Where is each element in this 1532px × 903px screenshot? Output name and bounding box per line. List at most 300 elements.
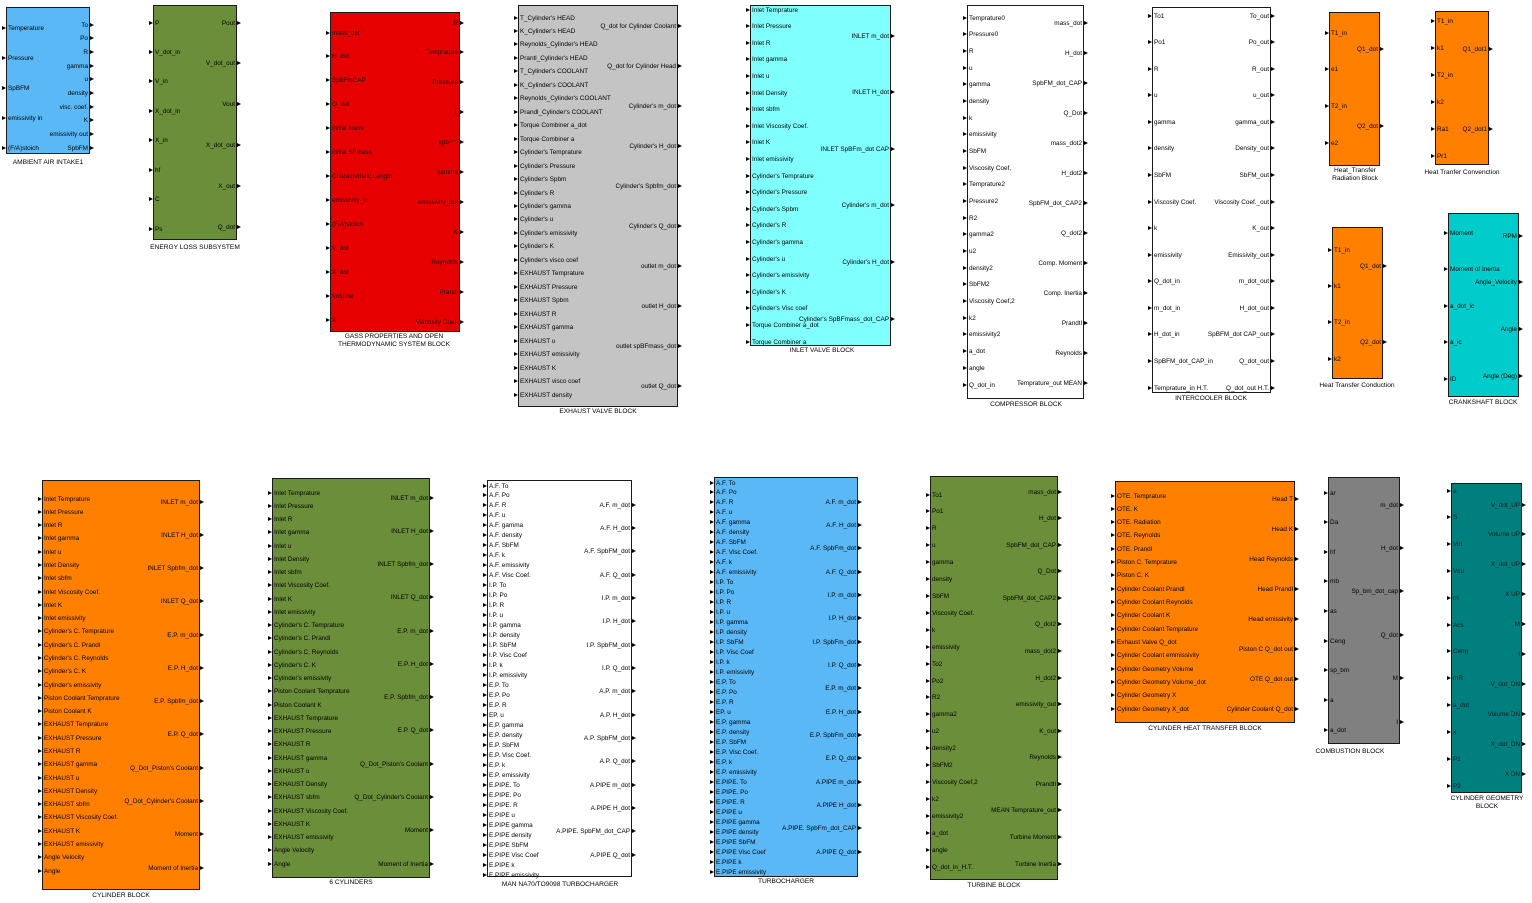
input-port[interactable]: Cylinder's C. K [44, 668, 87, 676]
input-port[interactable]: Cylinder's C. Reynolds [44, 654, 109, 662]
input-port[interactable]: Cylinder's Temprature [520, 149, 582, 157]
output-port[interactable]: Q_Dot_Piston's Coolant [129, 764, 198, 772]
output-port[interactable]: Cylinder's m_dot [841, 202, 889, 210]
output-port[interactable]: Head emissivity [1248, 615, 1293, 623]
input-port[interactable]: Inlet Pressure [274, 502, 314, 510]
output-port[interactable]: Prandtl [1035, 780, 1056, 788]
input-port[interactable]: Ceng [1453, 648, 1469, 656]
output-port[interactable]: H_dot [1064, 49, 1082, 57]
output-port[interactable]: m_dot [1380, 501, 1398, 509]
output-port[interactable]: Cylinder's Spbfm_dot [615, 182, 676, 190]
input-port[interactable]: Acs [1453, 621, 1464, 629]
input-port[interactable]: Cylinder's Temprature [752, 172, 814, 180]
input-port[interactable]: Inlet Viscosity Coef. [44, 588, 101, 596]
input-port[interactable]: E.PIPE emissivity [489, 871, 540, 879]
input-port[interactable]: I.P. R [716, 599, 732, 607]
output-port[interactable]: Cylinder's H_dot [629, 142, 676, 150]
output-port[interactable]: E.P. H_dot [825, 708, 856, 716]
input-port[interactable]: u [1154, 92, 1158, 100]
input-port[interactable]: K_Cylinder's COOLANT [520, 81, 589, 89]
input-port[interactable]: Cylinder's C. K [274, 661, 317, 669]
output-port[interactable]: X_dot_UP [1490, 561, 1520, 569]
output-port[interactable]: K [83, 117, 88, 125]
input-port[interactable]: Cylinder's emissivity [44, 681, 102, 689]
input-port[interactable]: as [1330, 608, 1337, 615]
output-port[interactable]: mass_dot [1028, 488, 1056, 496]
input-port[interactable]: EXHAUST sbfm [274, 794, 320, 802]
input-port[interactable]: Cylinder Coolant Reynolds [1117, 599, 1193, 606]
input-port[interactable]: R2 [969, 214, 978, 222]
cylinder-block[interactable] [42, 480, 200, 890]
output-port[interactable]: Q_Dot_Cylinder's Coolant [354, 793, 428, 801]
input-port[interactable]: A.F. k [716, 559, 732, 567]
output-port[interactable]: Volume DN [1487, 710, 1520, 718]
output-port[interactable]: Viscosity Coef. [415, 318, 458, 326]
input-port[interactable]: Moment [1450, 229, 1474, 237]
output-port[interactable]: I.P. Q_dot [602, 664, 630, 672]
output-port[interactable]: A.PIPE H_dot [816, 801, 856, 809]
input-port[interactable]: E.P. density [716, 728, 750, 736]
input-port[interactable]: u2 [969, 248, 977, 256]
output-port[interactable]: Moment of Inertia [378, 860, 428, 868]
input-port[interactable]: EXHAUST u [274, 767, 310, 775]
output-port[interactable]: INLET m_dot [390, 494, 428, 502]
output-port[interactable]: A.PIPE m_dot [815, 778, 856, 786]
output-port[interactable]: Reynolds [1029, 754, 1056, 762]
input-port[interactable]: EXHAUST Viscosity Coef. [274, 807, 348, 815]
output-port[interactable]: Q_dot_out [1239, 357, 1269, 365]
input-port[interactable]: Inlet R [44, 522, 63, 530]
input-port[interactable]: A.F. u [489, 512, 506, 520]
output-port[interactable]: H_dot_out [1239, 304, 1269, 312]
output-port[interactable]: Prandtl [1061, 319, 1082, 327]
input-port[interactable]: Pressure [8, 54, 34, 62]
input-port[interactable]: density [932, 576, 953, 584]
input-port[interactable]: X_dot_in [155, 107, 181, 115]
output-port[interactable]: A.PIPE. SpbFM_dot_CAP [556, 828, 630, 836]
input-port[interactable]: OTE. Reynolds [1117, 532, 1161, 540]
input-port[interactable]: E.P. R [489, 701, 507, 709]
input-port[interactable]: EXHAUST density [520, 391, 573, 399]
output-port[interactable]: INLET H_dot [852, 89, 889, 97]
output-port[interactable]: Po [80, 35, 88, 43]
input-port[interactable]: EXHAUST R [274, 741, 311, 749]
turbocharger[interactable] [714, 477, 858, 877]
input-port[interactable]: T1_in [1334, 246, 1350, 254]
input-port[interactable]: K_Cylinder's HEAD [520, 27, 576, 35]
input-port[interactable]: Ceng [1330, 637, 1346, 645]
input-port[interactable]: Cylinder Geometry Volume_dot [1117, 678, 1206, 686]
output-port[interactable]: I [1396, 718, 1398, 726]
output-port[interactable]: A.PIPE m_dot [589, 781, 630, 789]
output-port[interactable]: Q_dot2 [1061, 229, 1082, 237]
input-port[interactable]: gamma [932, 559, 954, 567]
input-port[interactable]: T_Cylinder's COOLANT [520, 68, 588, 76]
compressor-block[interactable] [967, 5, 1084, 399]
input-port[interactable]: EXHAUST gamma [44, 761, 98, 769]
input-port[interactable]: I.P. Po [489, 592, 508, 600]
input-port[interactable]: E.PIPE u [716, 808, 742, 816]
input-port[interactable]: Viscosity Coef, [969, 164, 1012, 172]
input-port[interactable]: I.P. u [489, 612, 504, 620]
input-port[interactable]: I.P. k [489, 662, 503, 670]
input-port[interactable]: Volume [332, 292, 354, 300]
input-port[interactable]: Cylinder Coolant emmissivity [1117, 652, 1200, 660]
output-port[interactable]: INLET H_dot [391, 527, 428, 535]
output-port[interactable]: V_dot_UP [1490, 501, 1520, 509]
output-port[interactable]: Head T [1272, 495, 1293, 503]
input-port[interactable]: E.PIPE. Po [489, 791, 521, 799]
input-port[interactable]: I.P. k [716, 659, 730, 667]
input-port[interactable]: gamma2 [932, 711, 957, 719]
input-port[interactable]: E.PIPE. Po [716, 788, 748, 796]
output-port[interactable]: I.P. m_dot [827, 591, 856, 599]
output-port[interactable]: K_out [1252, 225, 1269, 233]
input-port[interactable]: A.F. gamma [716, 519, 751, 527]
ambient-air-intake[interactable] [6, 7, 90, 154]
input-port[interactable]: E.P. k [489, 761, 506, 769]
output-port[interactable]: Q_Dot [1063, 109, 1082, 117]
output-port[interactable]: Angle_Velocity [1475, 279, 1517, 287]
input-port[interactable]: EXHAUST R [520, 310, 557, 318]
input-port[interactable]: Po1 [932, 508, 944, 516]
output-port[interactable]: Q_Dot_Cylinder's Coolant [124, 797, 198, 805]
input-port[interactable]: Piston C. K [1117, 572, 1149, 580]
output-port[interactable]: Cylinder's H_dot [842, 258, 889, 266]
input-port[interactable]: Cylinder's emissivity [274, 675, 332, 682]
input-port[interactable]: Cylinder Geometry X_dot [1117, 705, 1189, 713]
input-port[interactable]: R [1154, 65, 1159, 73]
input-port[interactable]: E.PIPE emissivity [716, 868, 767, 876]
input-port[interactable]: EXHAUST u [44, 774, 80, 782]
input-port[interactable]: density [1154, 145, 1175, 153]
input-port[interactable]: A.F. emissivity [489, 562, 530, 570]
input-port[interactable]: I.P. Visc Coef [716, 649, 754, 657]
output-port[interactable]: E.P. m_dot [825, 685, 856, 693]
input-port[interactable]: Cylinder Coolant Temprature [1117, 625, 1199, 633]
output-port[interactable]: Viscosity Coef._out [1214, 198, 1269, 206]
input-port[interactable]: Inlet Pressure [752, 23, 792, 31]
input-port[interactable]: E.PIPE u [489, 811, 515, 819]
input-port[interactable]: X_dot [332, 268, 349, 276]
input-port[interactable]: Inlet sbfm [752, 106, 780, 114]
input-port[interactable]: emissivity in [8, 114, 43, 122]
input-port[interactable]: P2 [1453, 782, 1461, 790]
output-port[interactable]: E.P. H_dot [167, 664, 198, 672]
output-port[interactable]: E.P. SpbFm_dot [809, 731, 856, 739]
output-port[interactable]: A.P. m_dot [599, 688, 630, 696]
output-port[interactable]: density [67, 89, 88, 97]
input-port[interactable]: P [155, 19, 160, 27]
input-port[interactable]: H_dot_in [1154, 331, 1180, 339]
input-port[interactable]: Da [1330, 519, 1339, 527]
output-port[interactable]: I.P. SpbFm_dot [812, 638, 856, 646]
input-port[interactable]: x [1453, 728, 1457, 736]
cylinder-heat-transfer-block[interactable] [1115, 481, 1295, 723]
input-port[interactable]: EXHAUST Spbm [520, 297, 569, 305]
output-port[interactable]: I.P. H_dot [602, 618, 630, 626]
input-port[interactable]: Reynolds_Cylinder's HEAD [520, 41, 598, 49]
input-port[interactable]: EXHAUST K [274, 820, 311, 828]
input-port[interactable]: A.F. R [489, 502, 507, 510]
input-port[interactable]: Viscosity Coef. [932, 609, 975, 617]
input-port[interactable]: mR [1453, 675, 1463, 683]
input-port[interactable]: OTE. Temprature [1117, 492, 1166, 500]
output-port[interactable]: Emissivity_out [1228, 251, 1269, 259]
input-port[interactable]: OTE. Radiation [1117, 519, 1161, 527]
output-port[interactable]: gamma [66, 62, 88, 70]
input-port[interactable]: A.F. Visc Coef. [489, 572, 531, 580]
output-port[interactable]: I.P. m_dot [601, 594, 630, 602]
input-port[interactable]: k2 [932, 795, 939, 803]
input-port[interactable]: E.P. Visc Coef. [489, 751, 532, 759]
input-port[interactable]: V_dot [332, 244, 349, 252]
output-port[interactable]: Density_out [1235, 145, 1269, 153]
output-port[interactable]: mass_dot2 [1050, 139, 1082, 147]
output-port[interactable]: Comp. Moment [1038, 259, 1082, 267]
input-port[interactable]: Angle Velocity [44, 854, 85, 862]
output-port[interactable]: I.P. Q_dot [828, 661, 856, 669]
output-port[interactable]: Q2_dot1 [1462, 125, 1487, 133]
input-port[interactable]: EXHAUST visco coef [520, 378, 581, 386]
output-port[interactable]: Angle (Deg) [1482, 372, 1517, 380]
output-port[interactable]: Po_out [1248, 39, 1269, 47]
output-port[interactable]: u [84, 76, 88, 84]
input-port[interactable]: mass_dot [332, 29, 360, 37]
input-port[interactable]: Inlet R [752, 39, 771, 47]
output-port[interactable]: Angle [1500, 325, 1517, 333]
output-port[interactable]: Q_dot_out H.T. [1226, 384, 1269, 392]
input-port[interactable]: Piston C. Temprature [1117, 559, 1177, 567]
output-port[interactable]: A.P. Q_dot [599, 758, 630, 766]
input-port[interactable]: A.F. SbFM [489, 542, 519, 550]
input-port[interactable]: OTE. Prandl [1117, 545, 1153, 553]
output-port[interactable]: Q2_dot [1357, 122, 1378, 130]
input-port[interactable]: Inlet sbfm [274, 569, 302, 576]
input-port[interactable]: Cylinder's K [752, 288, 786, 296]
input-port[interactable]: E.P. To [716, 678, 736, 686]
input-port[interactable]: Inlet Viscosity Coef. [752, 122, 809, 130]
output-port[interactable]: spbFm [438, 139, 458, 147]
input-port[interactable]: Ra1 [1437, 125, 1449, 133]
output-port[interactable]: Sp_bm_dot_cap [1351, 588, 1398, 596]
output-port[interactable]: Pressure [432, 79, 458, 87]
output-port[interactable]: SpbFM [67, 144, 88, 152]
output-port[interactable]: A.PIPE Q_dot [590, 851, 630, 859]
gass-properties-block[interactable] [330, 12, 460, 332]
output-port[interactable]: Temprature_out MEAN [1017, 379, 1082, 387]
input-port[interactable]: A.F. Visc Coef. [716, 549, 758, 557]
output-port[interactable]: Cylinder's Q_dot [628, 222, 676, 230]
output-port[interactable]: A.F. Q_dot [825, 568, 856, 576]
input-port[interactable]: EXHAUST emissivity [44, 840, 104, 848]
input-port[interactable]: I.P. R [489, 602, 505, 610]
input-port[interactable]: angle [932, 846, 948, 854]
input-port[interactable]: Torque Combiner a [520, 135, 575, 143]
input-port[interactable]: k1 [1334, 282, 1341, 290]
input-port[interactable]: I.P. To [716, 579, 734, 587]
output-port[interactable]: Moment of Inertia [148, 864, 198, 872]
input-port[interactable]: e1 [1331, 66, 1339, 74]
input-port[interactable]: R [932, 525, 937, 533]
output-port[interactable]: outlet Q_dot [641, 382, 676, 390]
input-port[interactable]: EXHAUST u [520, 337, 556, 345]
output-port[interactable]: H_dot2 [1061, 169, 1082, 177]
input-port[interactable]: k2 [1437, 98, 1444, 106]
input-port[interactable]: Q_dot [332, 101, 350, 109]
input-port[interactable]: Inlet gamma [44, 535, 80, 543]
input-port[interactable]: k1 [1437, 44, 1444, 52]
input-port[interactable]: Cylinder's Pressure [520, 162, 576, 170]
output-port[interactable]: Pout [221, 19, 235, 27]
output-port[interactable]: SbFM_out [1239, 171, 1269, 179]
input-port[interactable]: EXHAUST gamma [274, 754, 328, 762]
output-port[interactable]: Turbine Moment [1009, 833, 1056, 841]
input-port[interactable]: Inlet Density [274, 555, 310, 563]
input-port[interactable]: R [969, 47, 974, 55]
input-port[interactable]: Cylinder's visco coef [520, 256, 579, 264]
output-port[interactable]: INLET m_dot [160, 498, 198, 506]
input-port[interactable]: EXHAUST Temprature [274, 714, 339, 722]
input-port[interactable]: Temprature0 [969, 14, 1005, 22]
input-port[interactable]: Inlet K [752, 139, 771, 147]
output-port[interactable]: outlet m_dot [640, 262, 676, 270]
output-port[interactable]: To_out [1249, 12, 1269, 20]
output-port[interactable]: u_out [1253, 92, 1269, 100]
input-port[interactable]: Inlet u [752, 72, 770, 80]
output-port[interactable]: M [1514, 621, 1520, 629]
input-port[interactable]: E.P. Po [489, 691, 510, 699]
input-port[interactable]: a_dot [1453, 702, 1469, 710]
input-port[interactable]: E.PIPE Visc Coef [716, 848, 766, 856]
input-port[interactable]: m_dot_in [1154, 304, 1181, 312]
input-port[interactable]: Cylinder Geometry X [1117, 692, 1177, 700]
output-port[interactable]: Q_dot for Cylinder Coolant [600, 22, 676, 30]
input-port[interactable]: Angle [44, 867, 61, 875]
output-port[interactable]: V_dot_DN [1490, 680, 1520, 688]
input-port[interactable]: EXHAUST Pressure [44, 734, 102, 742]
input-port[interactable]: I.P. density [489, 632, 520, 640]
output-port[interactable]: R_out [1251, 65, 1269, 73]
output-port[interactable]: X UP [1505, 591, 1520, 599]
input-port[interactable]: A.F. emissivity [716, 569, 757, 577]
output-port[interactable]: H_dot [1380, 544, 1398, 552]
input-port[interactable]: Temprature_in H.T. [1154, 384, 1208, 392]
input-port[interactable]: Cylinder Geometry Volume [1117, 665, 1194, 673]
output-port[interactable]: A.F. m_dot [825, 498, 856, 506]
input-port[interactable]: density2 [969, 264, 993, 272]
turbine-block[interactable] [930, 476, 1058, 880]
input-port[interactable]: Cylinder's emissivity [752, 272, 810, 280]
input-port[interactable]: Inlet emissivity [44, 615, 86, 623]
input-port[interactable]: E.P. emissivity [716, 768, 757, 776]
output-port[interactable]: Moment [174, 831, 198, 839]
input-port[interactable]: E.P. k [716, 758, 733, 766]
input-port[interactable]: (F/A)stoich [8, 144, 39, 152]
input-port[interactable]: initial mass [332, 125, 364, 133]
input-port[interactable]: SbFM [932, 592, 950, 600]
inlet-valve-block[interactable] [750, 5, 891, 346]
input-port[interactable]: Q_dot_in_H.T. [932, 863, 973, 871]
output-port[interactable]: A.F. SpbFM_dot [584, 548, 630, 556]
output-port[interactable]: Q_dot [217, 223, 235, 231]
input-port[interactable]: Viscosity Coef,2 [932, 778, 978, 786]
input-port[interactable]: I.P. To [489, 582, 507, 590]
input-port[interactable]: I.P. u [716, 609, 731, 617]
input-port[interactable]: u [969, 64, 973, 72]
output-port[interactable]: SpBFM_dot CAP_out [1207, 331, 1269, 339]
output-port[interactable]: Reynolds [431, 258, 458, 266]
output-port[interactable]: u [454, 109, 458, 117]
input-port[interactable]: Cylinder's gamma [520, 203, 571, 210]
input-port[interactable]: SbFM2 [932, 762, 953, 770]
input-port[interactable]: a_dot [1330, 726, 1346, 734]
input-port[interactable]: a_ic [1450, 339, 1462, 346]
input-port[interactable]: emissivity [932, 643, 960, 651]
input-port[interactable]: E.P. Visc Coef. [716, 748, 759, 756]
input-port[interactable]: Piston Coolant K [44, 708, 92, 716]
input-port[interactable]: EXHAUST Viscosity Coef. [44, 814, 118, 822]
input-port[interactable]: Angle Velocity [274, 847, 315, 855]
input-port[interactable]: SbFM2 [969, 281, 990, 289]
output-port[interactable]: mass_dot2 [1024, 647, 1056, 655]
input-port[interactable]: Pr1 [1437, 152, 1447, 160]
input-port[interactable]: T2_in [1331, 102, 1347, 110]
input-port[interactable]: Cylinder's C. Reynolds [274, 648, 339, 656]
output-port[interactable]: I.P. SpbFM_dot [586, 641, 630, 649]
input-port[interactable]: A.F. density [716, 529, 750, 537]
input-port[interactable]: A.F. density [489, 532, 523, 540]
input-port[interactable]: SpBFM [8, 84, 30, 92]
output-port[interactable]: K [453, 228, 458, 236]
output-port[interactable]: Cylinder's SpBFmass_dot_CAP [798, 315, 889, 323]
input-port[interactable]: a_dot_ic [1450, 302, 1475, 310]
input-port[interactable]: ar [1330, 489, 1336, 497]
input-port[interactable]: Inlet K [44, 601, 63, 609]
input-port[interactable]: Cylinder's R [752, 222, 787, 230]
input-port[interactable]: u2 [932, 728, 940, 736]
output-port[interactable]: E.P. Q_dot [397, 727, 428, 735]
input-port[interactable]: Cylinder Coolant K [1117, 612, 1171, 620]
input-port[interactable]: E.PIPE SbFM [489, 841, 529, 849]
output-port[interactable]: Turbine Inertia [1015, 860, 1056, 868]
output-port[interactable]: A.P. SpbFM_dot [583, 734, 630, 742]
input-port[interactable]: Inlet u [44, 548, 62, 556]
input-port[interactable]: I.P. gamma [489, 622, 521, 630]
output-port[interactable]: E.P. m_dot [167, 631, 198, 639]
output-port[interactable]: X_dot_out [205, 141, 235, 149]
input-port[interactable]: a_dot [932, 829, 948, 837]
output-port[interactable]: A.F. m_dot [599, 501, 630, 509]
output-port[interactable]: M [1392, 675, 1398, 683]
output-port[interactable]: INLET Spbfm_dot [377, 561, 428, 569]
input-port[interactable]: Angle [274, 860, 291, 868]
input-port[interactable]: Inlet emissivity [752, 155, 794, 163]
input-port[interactable]: P1 [1453, 755, 1461, 763]
input-port[interactable]: Q_dot_in [1154, 278, 1180, 286]
input-port[interactable]: EXHAUST Density [44, 787, 98, 795]
input-port[interactable]: E.P. emissivity [489, 771, 530, 779]
input-port[interactable]: Inlet gamma [752, 56, 788, 64]
output-port[interactable]: E.P. H_dot [397, 660, 428, 668]
input-port[interactable]: E.P. SbFM [716, 738, 747, 746]
output-port[interactable]: E.P. Spbfm_dot [384, 694, 428, 702]
output-port[interactable]: Cylinder's m_dot [628, 102, 676, 110]
input-port[interactable]: EXHAUST Temprature [44, 721, 109, 729]
output-port[interactable]: H_dot2 [1035, 674, 1056, 682]
output-port[interactable]: Head Reynolds [1249, 555, 1293, 563]
input-port[interactable]: Torque Combiner a_dot [752, 321, 819, 329]
